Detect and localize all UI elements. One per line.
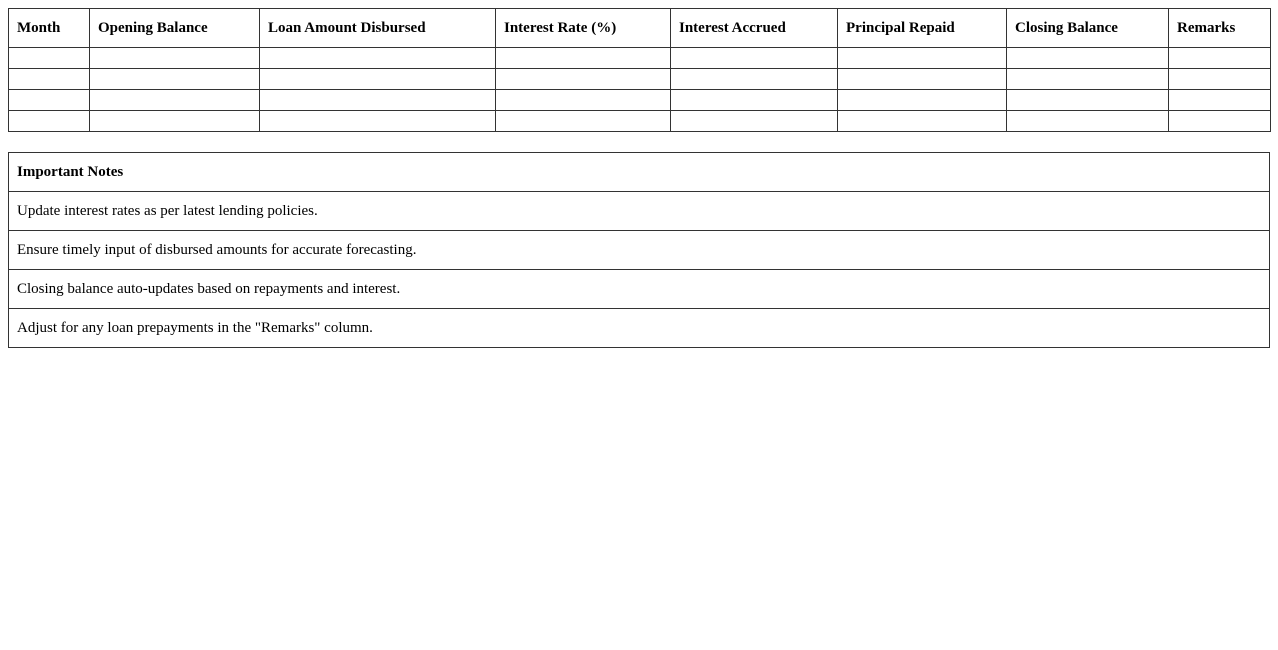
note-text: Closing balance auto-updates based on repayments and interest. <box>9 270 1270 309</box>
table-cell[interactable] <box>90 48 260 69</box>
column-header-interest-rate: Interest Rate (%) <box>496 9 671 48</box>
table-cell[interactable] <box>838 111 1007 132</box>
table-cell[interactable] <box>671 69 838 90</box>
table-row <box>9 69 1271 90</box>
notes-title: Important Notes <box>9 153 1270 192</box>
table-cell[interactable] <box>260 111 496 132</box>
table-cell[interactable] <box>260 69 496 90</box>
table-cell[interactable] <box>9 48 90 69</box>
document-body <box>8 8 1270 348</box>
table-cell[interactable] <box>671 90 838 111</box>
table-cell[interactable] <box>9 69 90 90</box>
table-cell[interactable] <box>1007 90 1169 111</box>
notes-header-row <box>9 153 1270 192</box>
list-item <box>9 231 1270 270</box>
note-text: Update interest rates as per latest lending policies. <box>9 192 1270 231</box>
table-cell[interactable] <box>260 90 496 111</box>
list-item <box>9 270 1270 309</box>
table-cell[interactable] <box>671 111 838 132</box>
table-cell[interactable] <box>1007 48 1169 69</box>
table-cell[interactable] <box>671 48 838 69</box>
column-header-opening-balance: Opening Balance <box>90 9 260 48</box>
important-notes-table <box>8 152 1270 348</box>
table-cell[interactable] <box>90 90 260 111</box>
list-item <box>9 192 1270 231</box>
table-cell[interactable] <box>260 48 496 69</box>
note-text: Ensure timely input of disbursed amounts for accurate forecasting. <box>9 231 1270 270</box>
table-cell[interactable] <box>496 48 671 69</box>
list-item <box>9 309 1270 348</box>
table-cell[interactable] <box>9 90 90 111</box>
table-cell[interactable] <box>496 90 671 111</box>
table-cell[interactable] <box>90 69 260 90</box>
table-cell[interactable] <box>1169 48 1271 69</box>
column-header-principal-repaid: Principal Repaid <box>838 9 1007 48</box>
table-cell[interactable] <box>1169 111 1271 132</box>
table-row <box>9 48 1271 69</box>
table-cell[interactable] <box>496 69 671 90</box>
column-header-interest-accrued: Interest Accrued <box>671 9 838 48</box>
column-header-loan-amount-disbursed: Loan Amount Disbursed <box>260 9 496 48</box>
table-cell[interactable] <box>838 90 1007 111</box>
loan-ledger-table <box>8 8 1271 132</box>
table-cell[interactable] <box>838 48 1007 69</box>
table-cell[interactable] <box>1169 69 1271 90</box>
table-row <box>9 111 1271 132</box>
column-header-remarks: Remarks <box>1169 9 1271 48</box>
table-cell[interactable] <box>1007 111 1169 132</box>
table-cell[interactable] <box>496 111 671 132</box>
column-header-month: Month <box>9 9 90 48</box>
table-cell[interactable] <box>1007 69 1169 90</box>
table-cell[interactable] <box>1169 90 1271 111</box>
table-cell[interactable] <box>90 111 260 132</box>
table-cell[interactable] <box>838 69 1007 90</box>
table-header-row <box>9 9 1271 48</box>
table-cell[interactable] <box>9 111 90 132</box>
table-row <box>9 90 1271 111</box>
note-text: Adjust for any loan prepayments in the "Remarks" column. <box>9 309 1270 348</box>
column-header-closing-balance: Closing Balance <box>1007 9 1169 48</box>
